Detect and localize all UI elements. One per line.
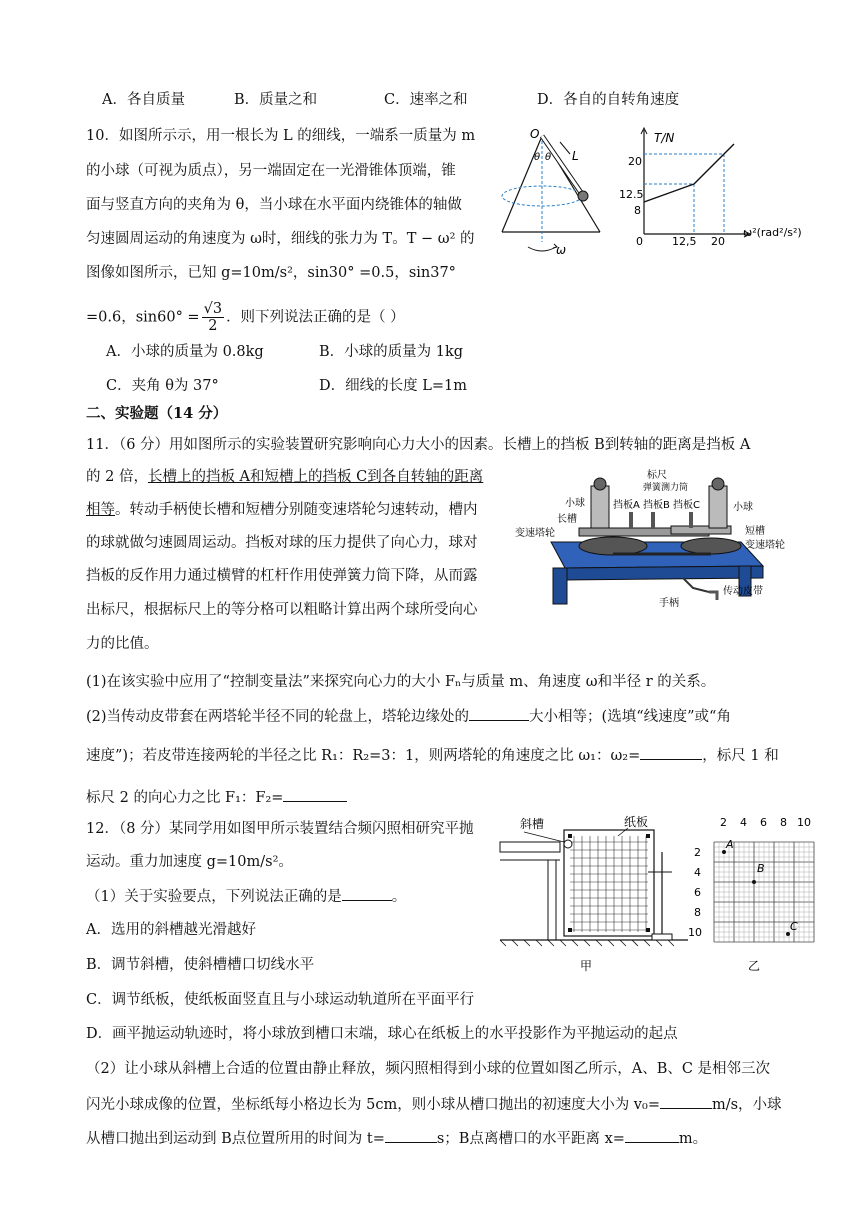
q11-line-7: 力的比值。 <box>86 636 159 652</box>
q12-part-1 <box>86 886 406 907</box>
q11-underlined-1: 长槽上的挡板 A和短槽上的挡板 C到各自转轴的距离 <box>147 469 484 485</box>
grid-lines <box>714 842 814 942</box>
line-segment-2 <box>694 154 724 184</box>
answer-blank-6[interactable] <box>385 1128 437 1143</box>
grid-ytick-6: 6 <box>694 886 701 899</box>
answer-blank-4[interactable] <box>342 886 392 901</box>
chart-ytick-12-5: 12.5 <box>619 188 644 201</box>
q10-line-2: 的小球（可视为质点），另一端固定在一光滑锥体顶端，锥 <box>86 163 456 179</box>
q11-line-6: 出标尺，根据标尺上的等分格可以粗略计算出两个球所受向心 <box>86 602 478 618</box>
label-short-slot: 短槽 <box>745 526 765 537</box>
q10-line-6-end: ．则下列说法正确的是（ ） <box>226 309 405 326</box>
caption-yi: 乙 <box>748 959 761 973</box>
caption-jia: 甲 <box>580 959 593 973</box>
cone-label-l: L <box>572 149 579 163</box>
q12-part-2-line-3 <box>86 1128 707 1149</box>
cone-diagram <box>500 124 620 259</box>
answer-blank-5[interactable] <box>660 1094 712 1109</box>
q12-option-b: B．调节斜槽，使斜槽槽口切线水平 <box>86 957 315 973</box>
q11-line-3 <box>86 500 478 520</box>
projectile-apparatus-figure <box>498 812 698 974</box>
line-segment-1 <box>644 184 694 202</box>
label-spring-cylinder: 弹簧测力筒 <box>643 483 689 493</box>
q9-option-b: B．质量之和 <box>234 92 318 108</box>
q11-part-1: (1)在该实验中应用了“控制变量法”来探究向心力的大小 Fₙ与质量 m、角速度 ω和半径 r 的关系。 <box>86 674 716 690</box>
q11-part-2 <box>86 706 731 727</box>
q11-underlined-2: 相等 <box>86 502 115 518</box>
answer-blank-3[interactable] <box>283 787 347 802</box>
q11-ratio-end: ，标尺 1 和 <box>702 748 779 764</box>
q12-part-2-line-2 <box>86 1094 782 1115</box>
line-segment-3 <box>724 144 734 154</box>
q11-line-1: 11．（6 分）用如图所示的实验装置研究影响向心力大小的因素。长槽上的挡板 B到转轴的距离是挡板 A <box>86 437 751 453</box>
q11-part-2-end: 大小相等；(选填“线速度”或“角 <box>529 709 731 725</box>
q12-option-a: A．选用的斜槽越光滑越好 <box>86 922 256 938</box>
q12-x-text: s；B点离槽口的水平距离 x= <box>436 1131 625 1147</box>
label-long-slot: 长槽 <box>557 514 577 525</box>
q12-part-1-text: （1）关于实验要点，下列说法正确的是 <box>86 889 342 905</box>
q9-option-a: A．各自质量 <box>102 92 185 108</box>
fraction-denominator: 2 <box>208 318 218 334</box>
answer-blank-7[interactable] <box>625 1128 679 1143</box>
q10-line-5: 图像如图所示，已知 g=10m/s²，sin30° =0.5，sin37° <box>86 265 456 281</box>
centripetal-apparatus <box>513 466 813 614</box>
q10-line-1: 10．如图所示示，用一根长为 L 的细线，一端系一质量为 m <box>86 128 476 144</box>
label-plate-b: 挡板B <box>643 500 670 511</box>
label-point-a: A <box>726 838 734 851</box>
grid-xtick-8: 8 <box>780 816 787 829</box>
label-tower-left: 变速塔轮 <box>515 528 555 539</box>
q11-line-2-start: 的 2 倍， <box>86 469 148 485</box>
tension-chart <box>612 124 817 254</box>
label-tower-right: 变速塔轮 <box>745 540 785 551</box>
point-b <box>752 880 756 884</box>
grid-xtick-6: 6 <box>760 816 767 829</box>
chart-xlabel: ω²(rad²/s²) <box>743 226 802 239</box>
label-plate-a: 挡板A <box>613 500 640 511</box>
q9-option-c: C．速率之和 <box>384 92 468 108</box>
cone-label-theta-2: θ <box>545 152 552 163</box>
cone-label-omega: ω <box>556 243 567 257</box>
q11-line-5: 挡板的反作用力通过横臂的杠杆作用使弹簧力筒下降，从而露 <box>86 568 478 584</box>
chart-ytick-8: 8 <box>634 204 641 217</box>
label-ball-right: 小球 <box>733 502 753 513</box>
label-point-b: B <box>757 862 765 875</box>
q12-t-text: 从槽口抛出到运动到 B点位置所用的时间为 t= <box>86 1131 385 1147</box>
label-biaochi: 标尺 <box>647 470 667 481</box>
q11-line-2 <box>86 467 483 487</box>
chart-ytick-20: 20 <box>628 155 642 168</box>
q10-option-b: B．小球的质量为 1kg <box>319 344 464 360</box>
label-plate-c: 挡板C <box>673 500 700 511</box>
chart-marks <box>644 144 734 234</box>
answer-blank-2[interactable] <box>640 745 702 760</box>
q9-option-d: D．各自的自转角速度 <box>537 92 680 108</box>
label-point-c: C <box>790 920 798 933</box>
cone-label-o: O <box>530 127 540 141</box>
chart-xtick-12-5: 12,5 <box>672 235 697 248</box>
strobe-grid-figure <box>684 812 818 974</box>
q11-line-3-end: 。转动手柄使长槽和短槽分别随变速塔轮匀速转动，槽内 <box>115 502 478 518</box>
q11-part-2-cont <box>86 745 779 766</box>
label-ball-left: 小球 <box>565 498 585 509</box>
q12-v0-text: 闪光小球成像的位置，坐标纸每小格边长为 5cm，则小球从槽口抛出的初速度大小为 v₀= <box>86 1097 660 1113</box>
q12-option-d: D．画平抛运动轨迹时，将小球放到槽口末端，球心在纸板上的水平投影作为平抛运动的起点 <box>86 1026 678 1042</box>
q11-line-4: 的球就做匀速圆周运动。挡板对球的压力提供了向心力，球对 <box>86 535 478 551</box>
q11-force-ratio-text: 标尺 2 的向心力之比 F₁：F₂= <box>86 790 284 806</box>
grid-ytick-4: 4 <box>694 866 701 879</box>
grid-ytick-2: 2 <box>694 846 701 859</box>
cone-label-theta-1: θ <box>534 152 541 163</box>
grid-xtick-4: 4 <box>740 816 747 829</box>
q11-ratio-text: 速度”)；若皮带连接两轮的半径之比 R₁：R₂=3：1，则两塔轮的角速度之比 ω₁：ω₂= <box>86 748 641 764</box>
grid-ytick-8: 8 <box>694 906 701 919</box>
q12-part-1-end: 。 <box>391 889 407 905</box>
q10-option-a: A．小球的质量为 0.8kg <box>106 344 264 360</box>
sqrt3-over-2 <box>202 301 224 334</box>
q10-line-4: 匀速圆周运动的角速度为 ω时，细线的张力为 T。T − ω² 的 <box>86 231 475 247</box>
q11-part-2-start: (2)当传动皮带套在两塔轮半径不同的轮盘上，塔轮边缘处的 <box>86 709 470 725</box>
label-xiecao: 斜槽 <box>520 817 545 831</box>
q12-line-1: 12．（8 分）某同学用如图甲所示装置结合频闪照相研究平抛 <box>86 821 474 837</box>
label-belt: 传动皮带 <box>723 586 763 597</box>
label-zhiban: 纸板 <box>624 815 649 829</box>
grid-ytick-10: 10 <box>688 926 702 939</box>
q12-x-unit: m。 <box>678 1131 708 1147</box>
q12-option-c: C．调节纸板，使纸板面竖直且与小球运动轨道所在平面平行 <box>86 992 475 1008</box>
q10-line-6 <box>86 301 405 334</box>
q12-part-2-line-1: （2）让小球从斜槽上合适的位置由静止释放，频闪照相得到小球的位置如图乙所示，A、B、C 是相邻三次 <box>86 1061 771 1077</box>
chart-xtick-20: 20 <box>711 235 725 248</box>
q10-option-d: D．细线的长度 L=1m <box>319 378 467 394</box>
q10-option-c: C．夹角 θ为 37° <box>106 378 219 394</box>
chart-origin: 0 <box>636 235 643 248</box>
q11-part-2-force <box>86 787 347 808</box>
answer-blank-1[interactable] <box>469 706 529 721</box>
fraction-numerator: √3 <box>203 301 223 317</box>
q10-line-6-start: =0.6，sin60° = <box>86 309 200 326</box>
q10-line-3: 面与竖直方向的夹角为 θ，当小球在水平面内绕锥体的轴做 <box>86 197 462 213</box>
q12-v0-unit: m/s，小球 <box>711 1097 782 1113</box>
label-handle: 手柄 <box>659 598 679 609</box>
q12-line-2: 运动。重力加速度 g=10m/s²。 <box>86 854 293 870</box>
grid-xtick-10: 10 <box>797 816 811 829</box>
chart-ylabel: T/N <box>654 131 675 145</box>
section-2-title: 二、实验题（14 分） <box>86 405 228 422</box>
grid-xtick-2: 2 <box>720 816 727 829</box>
